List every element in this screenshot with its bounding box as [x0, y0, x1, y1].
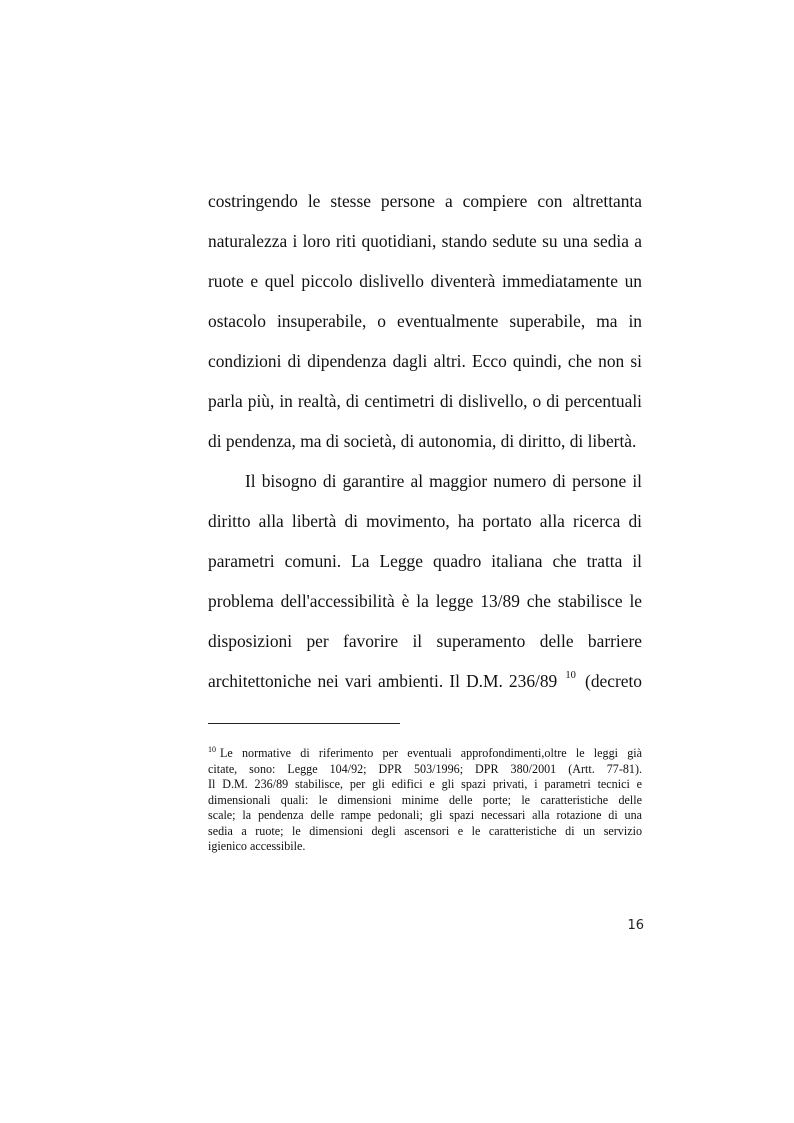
page-number: 16	[627, 918, 644, 933]
text-line: parla più, in realtà, di centimetri di dislivello, o di percentuali	[208, 391, 642, 411]
footnote-number: 10	[208, 745, 216, 754]
text-segment: architettoniche nei vari ambienti. Il D.M. 236/89	[208, 671, 558, 691]
text-line: diritto alla libertà di movimento, ha portato alla ricerca di	[208, 511, 642, 531]
footnote-line: Il D.M. 236/89 stabilisce, per gli edifici e gli spazi privati, i parametri tecnici e	[208, 777, 642, 791]
body-text	[208, 182, 642, 702]
text-line: Il bisogno di garantire al maggior numero di persone il	[245, 471, 642, 491]
paragraph	[208, 182, 642, 462]
footnote-line: dimensionali quali: le dimensioni minime delle porte; le caratteristiche delle	[208, 792, 642, 807]
text-line	[208, 662, 642, 702]
text-line: costringendo le stesse persone a compiere con altrettanta	[208, 191, 642, 211]
footnote-line: sedia a ruote; le dimensioni degli ascensori e le caratteristiche di un servizio	[208, 823, 642, 838]
footnote-text: Le normative di riferimento per eventuali approfondimenti,oltre le leggi già	[220, 746, 642, 760]
text-line: naturalezza i loro riti quotidiani, stando sedute su una sedia a	[208, 231, 642, 251]
text-line: ostacolo insuperabile, o eventualmente superabile, ma in	[208, 311, 642, 331]
footnote-line: citate, sono: Legge 104/92; DPR 503/1996; DPR 380/2001 (Artt. 77-81).	[208, 761, 642, 776]
footnote-line: scale; la pendenza delle rampe pedonali; gli spazi necessari alla rotazione di una	[208, 808, 642, 822]
text-segment: (decreto	[585, 671, 642, 691]
footnote	[208, 746, 642, 855]
footnote-reference[interactable]: 10	[565, 670, 576, 681]
paragraph	[208, 462, 642, 702]
text-line: disposizioni per favorire il superamento delle barriere	[208, 631, 642, 651]
text-line: parametri comuni. La Legge quadro italiana che tratta il	[208, 551, 642, 571]
text-line: problema dell'accessibilità è la legge 13/89 che stabilisce le	[208, 591, 642, 611]
text-line: ruote e quel piccolo dislivello diventerà immediatamente un	[208, 271, 642, 291]
footnote-separator	[208, 723, 400, 724]
text-line: condizioni di dipendenza dagli altri. Ecco quindi, che non si	[208, 351, 642, 371]
text-line: di pendenza, ma di società, di autonomia, di diritto, di libertà.	[208, 431, 637, 451]
footnote-line: igienico accessibile.	[208, 839, 306, 853]
footnote-line	[208, 746, 642, 762]
